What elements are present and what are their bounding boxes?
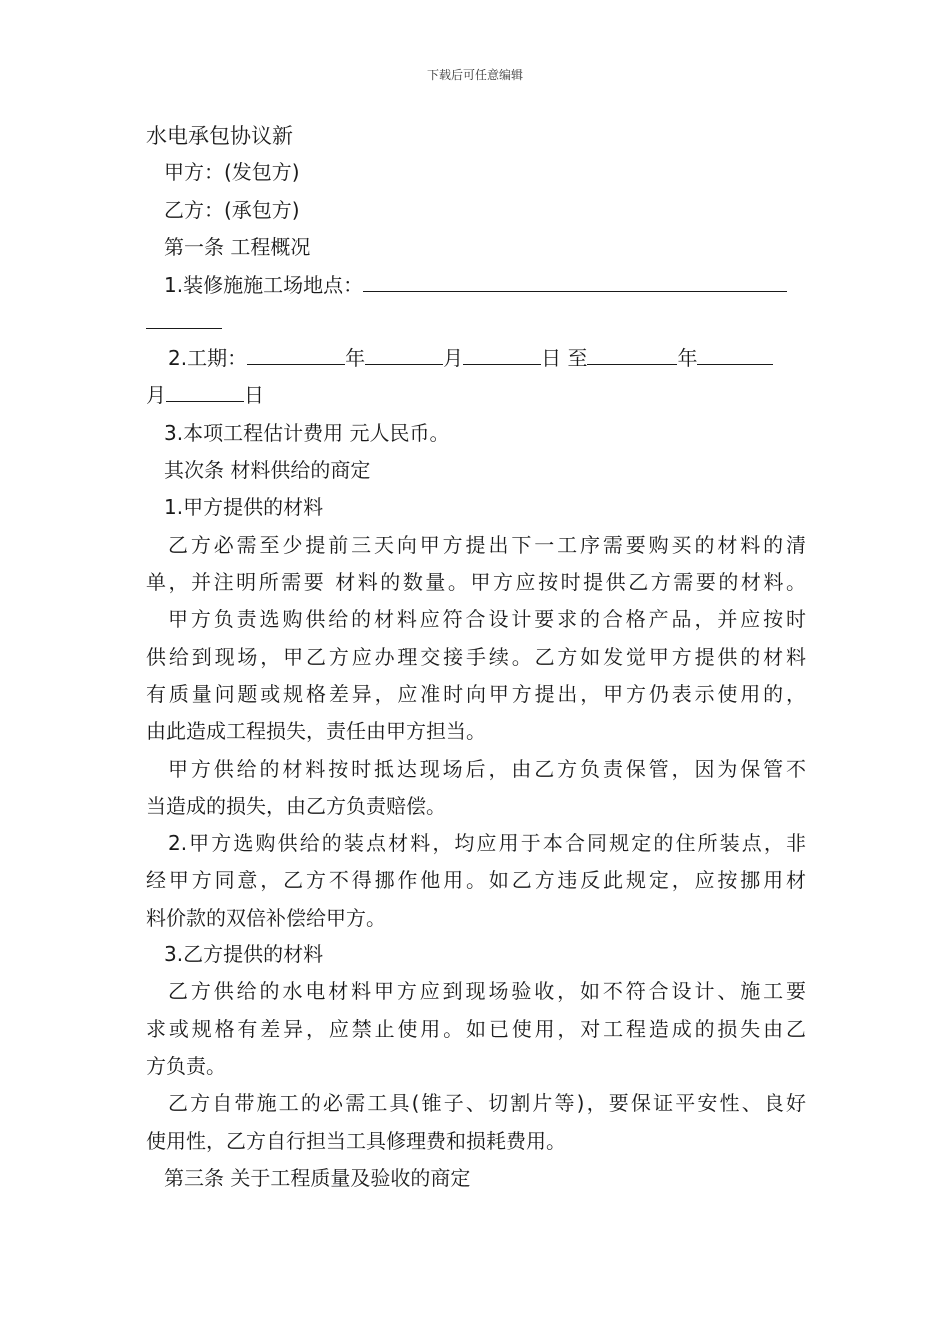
day-label: 日 — [541, 346, 562, 370]
paragraph-5-line-1: 乙方供给的水电材料甲方应到现场验收，如不符合设计、施工要 — [168, 979, 806, 1003]
year-label: 年 — [345, 346, 366, 370]
year-label-2: 年 — [677, 346, 698, 370]
to-label: 至 — [567, 346, 588, 370]
end-year-blank — [587, 346, 677, 365]
paragraph-4-line-2: 经甲方同意，乙方不得挪作他用。如乙方违反此规定，应按挪用材 — [146, 868, 806, 892]
article-2-heading: 其次条 材料供给的商定 — [164, 458, 371, 482]
article-2-item-3: 3.乙方提供的材料 — [164, 942, 324, 966]
paragraph-2-line-2: 供给到现场，甲乙方应办理交接手续。乙方如发觉甲方提供的材料 — [146, 645, 806, 669]
duration-line — [168, 346, 773, 370]
cost-line: 3.本项工程估计费用 元人民币。 — [164, 421, 450, 445]
paragraph-5-line-2: 求或规格有差异，应禁止使用。如已使用，对工程造成的损失由乙 — [146, 1017, 806, 1041]
document-title: 水电承包协议新 — [146, 124, 293, 148]
paragraph-5-line-3: 方负责。 — [146, 1054, 226, 1078]
duration-label: 2.工期： — [168, 346, 248, 370]
paragraph-4-line-1: 2.甲方选购供给的装点材料，均应用于本合同规定的住所装点，非 — [168, 831, 806, 855]
paragraph-3-line-1: 甲方供给的材料按时抵达现场后，由乙方负责保管，因为保管不 — [168, 757, 806, 781]
paragraph-2-line-3: 有质量问题或规格差异，应准时向甲方提出，甲方仍表示使用的， — [146, 682, 806, 706]
site-location-line — [164, 273, 787, 297]
article-2-item-1: 1.甲方提供的材料 — [164, 495, 324, 519]
paragraph-1-line-2: 单，并注明所需要 材料的数量。甲方应按时提供乙方需要的材料。 — [146, 570, 806, 594]
month-label: 月 — [443, 346, 464, 370]
month-label-2: 月 — [146, 383, 166, 407]
page-header: 下载后可任意编辑 — [426, 68, 523, 82]
paragraph-6-line-2: 使用性，乙方自行担当工具修理费和损耗费用。 — [146, 1129, 566, 1153]
start-day-blank — [463, 346, 541, 365]
start-year-blank — [247, 346, 345, 365]
site-location-continuation — [146, 310, 222, 334]
paragraph-6-line-1: 乙方自带施工的必需工具(锥子、切割片等)，要保证平安性、良好 — [168, 1091, 806, 1115]
day-label-2: 日 — [244, 383, 264, 407]
paragraph-2-line-1: 甲方负责选购供给的材料应符合设计要求的合格产品，并应按时 — [168, 607, 806, 631]
site-location-blank-2 — [146, 310, 222, 329]
article-3-heading: 第三条 关于工程质量及验收的商定 — [164, 1166, 471, 1190]
party-a-line: 甲方：(发包方) — [164, 160, 300, 184]
site-location-label: 1.装修施施工场地点： — [164, 273, 364, 297]
party-b-line: 乙方：(承包方) — [164, 198, 300, 222]
paragraph-4-line-3: 料价款的双倍补偿给甲方。 — [146, 906, 386, 930]
end-day-blank — [166, 383, 244, 402]
end-month-blank — [697, 346, 773, 365]
paragraph-1-line-1: 乙方必需至少提前三天向甲方提出下一工序需要购买的材料的清 — [168, 533, 806, 557]
site-location-blank — [363, 273, 787, 292]
article-1-heading: 第一条 工程概况 — [164, 235, 311, 259]
start-month-blank — [365, 346, 443, 365]
paragraph-3-line-2: 当造成的损失，由乙方负责赔偿。 — [146, 794, 446, 818]
duration-continuation — [146, 383, 264, 407]
paragraph-2-line-4: 由此造成工程损失，责任由甲方担当。 — [146, 719, 486, 743]
